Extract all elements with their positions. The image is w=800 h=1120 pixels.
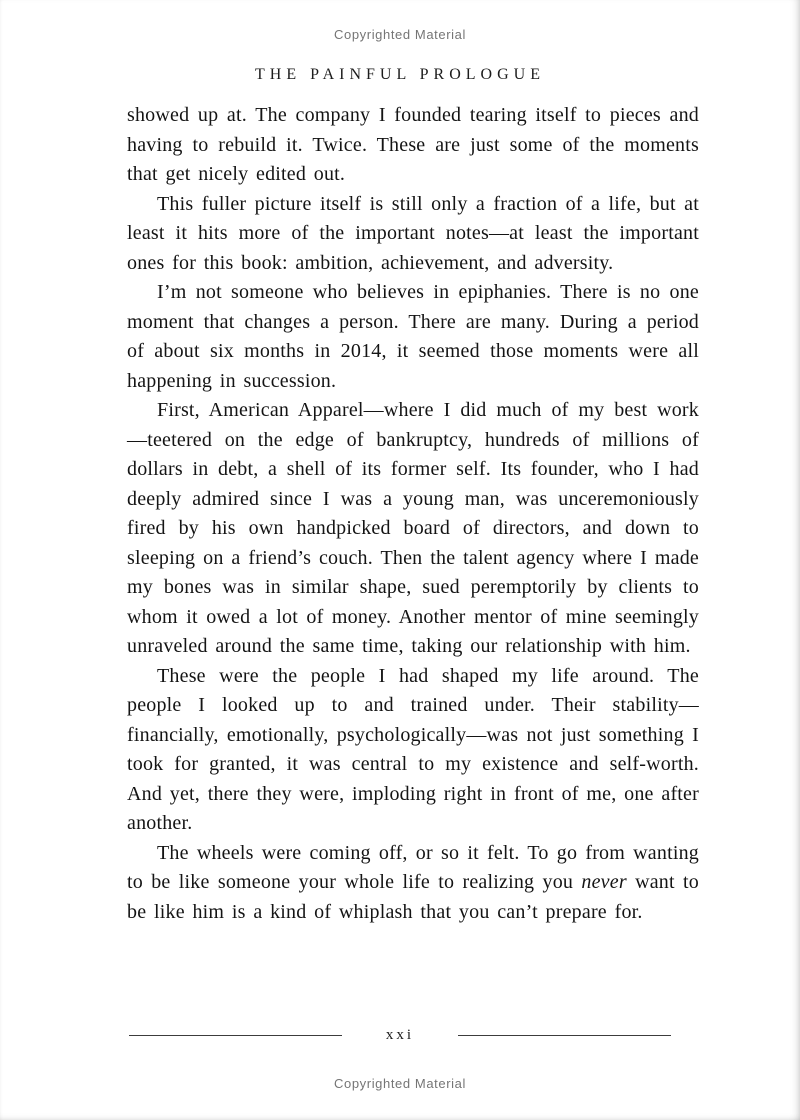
text-run: The wheels were coming off, or so it felt. To go from wanting to be like someone your whole life to realizing you bbox=[127, 841, 699, 893]
text-run: want to be like him is a kind of whiplash that you can’t prepare for. bbox=[127, 871, 699, 923]
paragraph bbox=[127, 396, 699, 662]
paragraph bbox=[127, 278, 699, 396]
italic-run: never bbox=[581, 871, 627, 893]
paragraph bbox=[127, 839, 699, 928]
paragraph bbox=[127, 662, 699, 839]
footer-rule-left bbox=[129, 1035, 342, 1036]
text-run: First, American Apparel—where I did much of my best work—teetered on the edge of bankruptcy, hundreds of millions of dollars in debt, a shell of its former self. Its founder, who I had deeply admired since I was a young man, was unceremoniously fired by his own handpicked board of directors, and down to sleeping on a friend’s couch. Then the talent agency where I made my bones was in similar shape, sued peremptorily by clients to whom it owed a lot of money. Another mentor of mine seemingly unraveled around the same time, taking our relationship with him. bbox=[127, 399, 699, 657]
body-text bbox=[127, 101, 699, 927]
text-run: I’m not someone who believes in epiphanies. There is no one moment that changes a person. There are many. During a period of about six months in 2014, it seemed those moments were all happening in succession. bbox=[127, 281, 699, 392]
copyright-watermark-bottom: Copyrighted Material bbox=[334, 1076, 466, 1091]
paragraph bbox=[127, 101, 699, 190]
page-number: xxi bbox=[385, 1026, 415, 1043]
footer-rule-right bbox=[458, 1035, 671, 1036]
chapter-running-head: THE PAINFUL PROLOGUE bbox=[255, 66, 545, 83]
text-run: showed up at. The company I founded tearing itself to pieces and having to rebuild it. Twice. These are just some of the moments that get nicely edited out. bbox=[127, 104, 699, 185]
text-run: These were the people I had shaped my life around. The people I looked up to and trained under. Their stability—financially, emotionally, psychologically—was not just something I took for granted, it was central to my existence and self-worth. And yet, there they were, imploding right in front of me, one after another. bbox=[127, 664, 699, 834]
copyright-watermark-top: Copyrighted Material bbox=[334, 27, 466, 42]
paragraph bbox=[127, 190, 699, 279]
text-run: This fuller picture itself is still only a fraction of a life, but at least it hits more of the important notes—at least the important ones for this book: ambition, achievement, and adversity. bbox=[127, 192, 699, 274]
page-footer bbox=[129, 1026, 671, 1044]
